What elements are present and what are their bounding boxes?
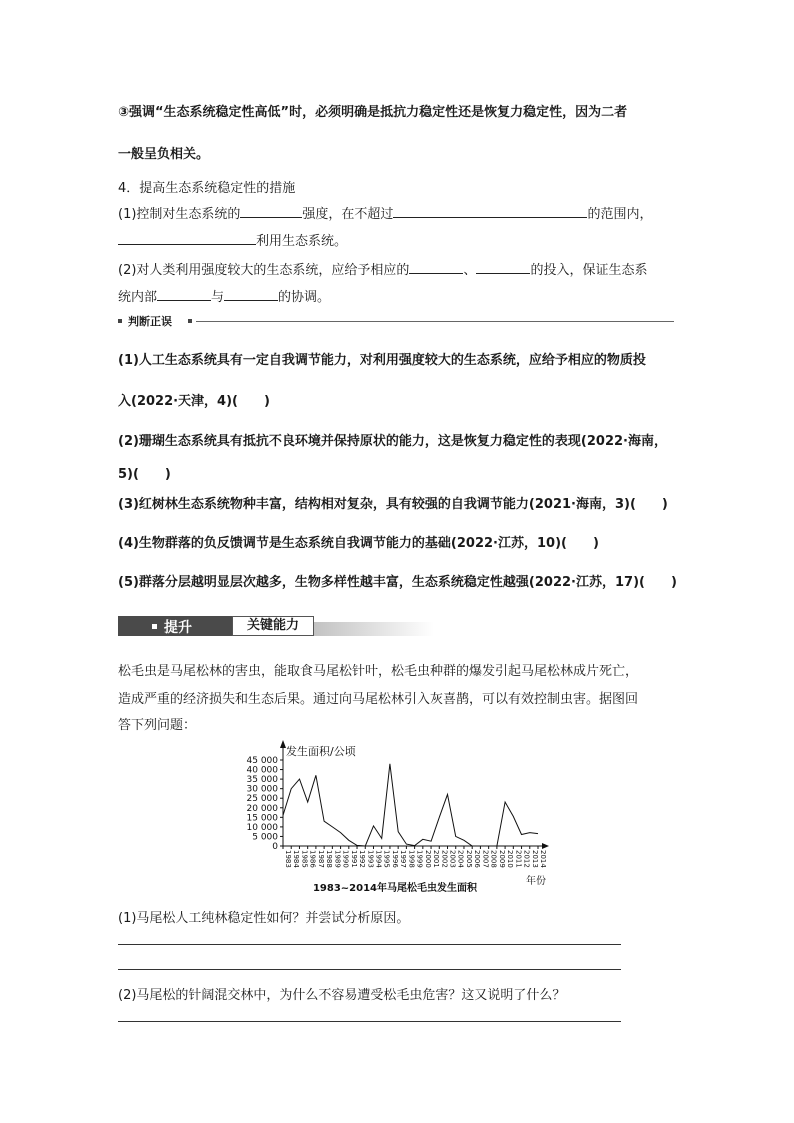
fill-line-3 [118,259,647,278]
fill-line-4 [118,286,330,305]
y-tick-label: 45 000 [246,756,278,766]
x-tick-label: 1987 [316,850,325,868]
blank[interactable] [118,230,256,245]
x-tick-label: 2014 [539,850,547,868]
chart-x-ticks [283,846,547,868]
x-tick-label: 1994 [374,850,383,868]
judge-q1-line2: 入(2022·天津，4)( ) [118,394,270,409]
x-tick-label: 2005 [464,850,473,868]
line-chart [230,738,560,898]
x-tick-label: 2007 [481,850,490,868]
y-tick-label: 40 000 [246,765,278,776]
square-bullet-icon [118,319,122,323]
divider [196,321,674,322]
y-tick-label: 30 000 [246,784,278,795]
x-tick-label: 1986 [308,850,317,868]
fill-line-2 [118,230,347,249]
fill-text: 的投入，保证生态系 [530,263,648,278]
x-tick-label: 1995 [382,850,391,868]
x-tick-label: 1992 [358,850,367,868]
y-tick-label: 0 [272,842,278,852]
x-tick-label: 2008 [489,850,498,868]
text-line-2: 一般呈负相关。 [118,147,210,162]
answer-line[interactable] [118,944,621,945]
x-axis-arrow-icon [542,843,549,849]
x-tick-label: 2012 [522,850,531,868]
banner-left-text: 提升 [164,620,192,636]
x-tick-label: 1984 [292,850,301,868]
blank[interactable] [409,259,463,274]
fill-text: (1)控制对生态系统的 [118,207,241,222]
fill-text: 、 [463,263,477,278]
text-line-1: ③强调“生态系统稳定性高低”时，必须明确是抵抗力稳定性还是恢复力稳定性，因为二者 [118,105,628,120]
judge-q2-line2: 5)( ) [118,467,171,482]
judge-label: 判断正误 [128,315,172,328]
blank[interactable] [157,286,211,301]
x-tick-label: 1985 [300,850,309,868]
square-bullet-icon [152,624,157,629]
fill-text: 的协调。 [278,290,331,305]
fill-text: 利用生态系统。 [256,234,348,249]
judge-heading [118,314,674,328]
para-line-3: 答下列问题： [118,718,197,733]
chart-title: 1983~2014年马尾松毛虫发生面积 [312,883,478,894]
x-tick-label: 2006 [473,850,482,868]
question-2: (2)马尾松的针阔混交林中，为什么不容易遭受松毛虫危害？这又说明了什么？ [118,988,566,1003]
fill-text: 的范围内， [587,207,653,222]
x-tick-label: 1997 [399,850,408,868]
para-line-2: 造成严重的经济损失和生态后果。通过向马尾松林引入灰喜鹊，可以有效控制虫害。据图回 [118,692,639,707]
section-heading: 4．提高生态系统稳定性的措施 [118,181,296,196]
answer-line[interactable] [118,1021,621,1022]
para-line-1: 松毛虫是马尾松林的害虫，能取食马尾松针叶，松毛虫种群的爆发引起马尾松林成片死亡， [118,664,639,679]
fill-text: 强度，在不超过 [302,207,394,222]
y-tick-label: 15 000 [246,813,278,824]
judge-q5: (5)群落分层越明显层次越多，生物多样性越丰富，生态系统稳定性越强(2022·江苏，17)( ) [118,575,677,590]
blank[interactable] [240,203,302,218]
answer-line[interactable] [118,969,621,970]
judge-q1-line1: (1)人工生态系统具有一定自我调节能力，对利用强度较大的生态系统，应给予相应的物质投 [118,353,646,368]
x-tick-label: 2010 [506,850,515,868]
x-tick-label: 2004 [456,850,465,868]
x-tick-label: 2002 [440,850,449,868]
fill-line-1 [118,203,652,222]
y-tick-label: 10 000 [246,822,278,833]
x-tick-label: 1983 [284,850,292,868]
judge-q2-line1: (2)珊瑚生态系统具有抵抗不良环境并保持原状的能力，这是恢复力稳定性的表现(2022·海南， [118,434,667,449]
blank[interactable] [393,203,587,218]
chart-y-ticks [247,756,284,852]
y-tick-label: 35 000 [246,775,278,786]
fill-text: 与 [211,290,225,305]
x-tick-label: 2003 [448,850,457,868]
y-tick-label: 25 000 [246,794,278,805]
x-tick-label: 1990 [341,850,350,868]
banner-right-text: 关键能力 [232,616,314,636]
square-bullet-icon [188,319,192,323]
y-tick-label: 20 000 [246,803,278,814]
x-tick-label: 2011 [514,850,523,868]
y-tick-label: 5 000 [252,832,278,843]
judge-q3: (3)红树林生态系统物种丰富，结构相对复杂，具有较强的自我调节能力(2021·海南，3)( ) [118,497,668,512]
fill-text: 统内部 [118,290,158,305]
x-tick-label: 2009 [497,850,506,868]
chart-x-label: 年份 [526,876,546,887]
x-tick-label: 1988 [325,850,334,868]
x-tick-label: 1991 [349,850,358,868]
section-banner [118,616,434,638]
judge-q4: (4)生物群落的负反馈调节是生态系统自我调节能力的基础(2022·江苏，10)( ) [118,536,599,551]
x-tick-label: 1993 [366,850,375,868]
x-tick-label: 1996 [390,850,399,868]
x-tick-label: 2001 [432,850,441,868]
x-tick-label: 1999 [415,850,424,868]
question-1: (1)马尾松人工纯林稳定性如何？并尝试分析原因。 [118,911,410,926]
x-tick-label: 2000 [423,850,432,868]
chart-series-line [283,764,538,846]
x-tick-label: 1989 [333,850,342,868]
blank[interactable] [224,286,278,301]
blank[interactable] [476,259,530,274]
fill-text: (2)对人类利用强度较大的生态系统，应给予相应的 [118,263,410,278]
chart-y-label: 发生面积/公顷 [286,745,356,758]
x-tick-label: 2013 [530,850,539,868]
x-tick-label: 1998 [407,850,416,868]
